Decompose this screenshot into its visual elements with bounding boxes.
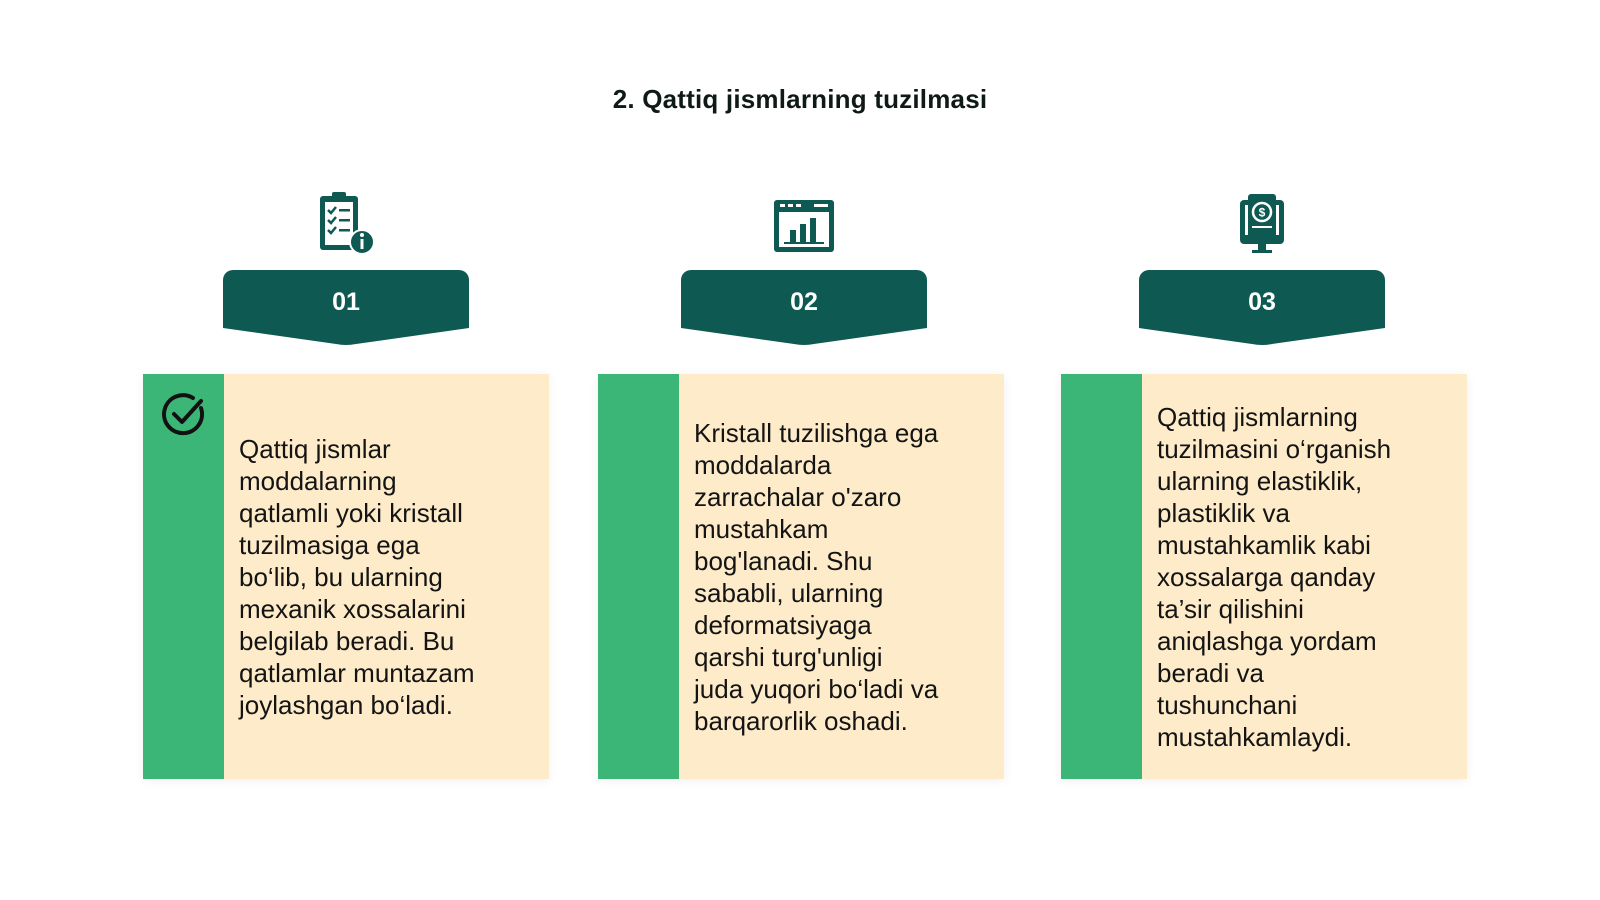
info-card-2 [598,374,1004,779]
info-card-1 [143,374,549,779]
card-text: Qattiq jismlar moddalarning qatlamli yoki kristall tuzilmasiga ega bo‘lib, bu ularning mexanik xossalarini belgilab beradi. Bu qatlamlar muntazam joylashgan bo‘ladi. [239,433,475,720]
svg-text:$: $ [1258,205,1266,220]
clipboard-info-icon [312,190,380,258]
card-accent-stripe [143,374,224,779]
card-accent-stripe [1061,374,1142,779]
card-text: Kristall tuzilishga ega moddalarda zarrachalar o'zaro mustahkam bog'lanadi. Shu sababli, ularning deformatsiyaga qarshi turg'unligi juda yuqori bo‘ladi va barqarorlik oshadi. [694,417,939,736]
step-number: 01 [332,288,360,316]
step-header-3 [1139,190,1385,340]
dollar-monitor-icon [1228,190,1296,258]
step-number: 03 [1248,288,1276,316]
step-badge-2 [681,270,927,348]
card-text: Qattiq jismlarning tuzilmasini o‘rganish ularning elastiklik, plastiklik va mustahkamlik kabi xossalarga qanday ta’sir qilishini aniqlashga yordam beradi va tushunchani mustahkamlaydi. [1157,401,1392,752]
card-accent-stripe [598,374,679,779]
check-circle-icon [161,392,207,438]
step-header-1 [223,190,469,340]
bar-chart-window-icon [770,190,838,258]
step-number: 02 [790,288,818,316]
step-badge-1 [223,270,469,348]
page-title: 2. Qattiq jismlarning tuzilmasi [612,84,988,114]
step-badge-3 [1139,270,1385,348]
info-card-3 [1061,374,1467,779]
step-header-2 [681,190,927,340]
